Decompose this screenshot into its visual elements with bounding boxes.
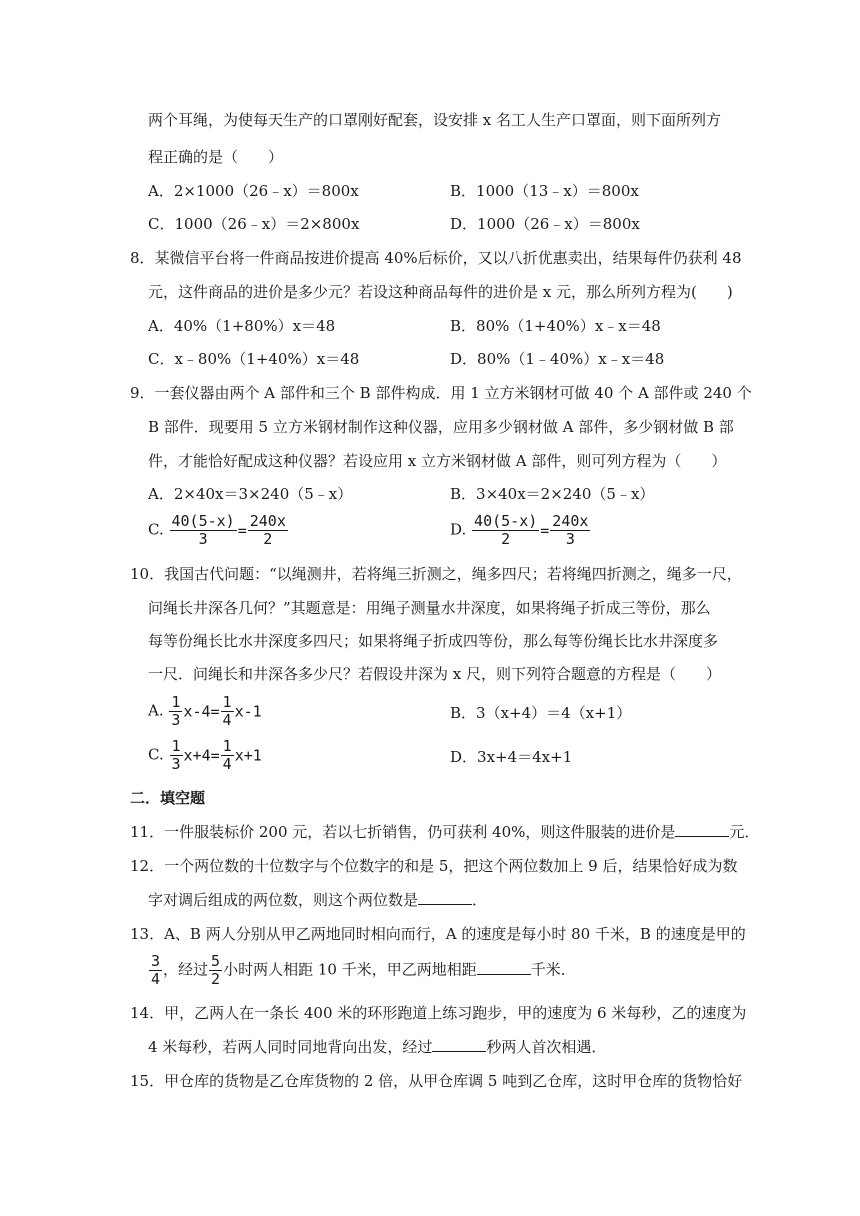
- q10-line4: 一尺．问绳长和井深各多少尺？若假设井深为 x 尺，则下列符合题意的方程是（ ）: [148, 665, 721, 683]
- numerator: 1: [171, 693, 181, 711]
- section-title-fill-in: 二．填空题: [130, 789, 206, 807]
- q7-option-c: C．1000（26﹣x）＝2×800x: [148, 215, 360, 233]
- option-label: C.: [148, 520, 164, 539]
- fraction: [550, 513, 590, 548]
- q10-option-d: D．3x+4＝4x+1: [450, 748, 573, 766]
- numerator: 3: [151, 952, 161, 970]
- q12-end: ．: [472, 891, 488, 909]
- numerator: 1: [222, 693, 232, 711]
- denominator: 3: [565, 530, 575, 548]
- option-label: A.: [148, 701, 164, 720]
- q10-option-c: [148, 738, 262, 773]
- q9-line3: 件，才能恰好配成这种仪器？若设应用 x 立方米钢材做 A 部件，则可列方程为（ ）: [148, 452, 727, 470]
- q9-option-b: B．3×40x＝2×240（5﹣x）: [450, 485, 655, 503]
- q8-line2: 元，这件商品的进价是多少元？若设这种商品每件的进价是 x 元，那么所列方程为( ): [148, 283, 733, 301]
- expression: x+1: [234, 746, 262, 765]
- fraction: [209, 953, 222, 988]
- expression: x-4=: [183, 702, 220, 721]
- denominator: 2: [211, 970, 221, 988]
- denominator: 3: [171, 755, 181, 773]
- denominator: 2: [501, 530, 511, 548]
- answer-blank: [675, 822, 729, 837]
- fraction: [170, 513, 237, 548]
- option-label: D.: [450, 520, 467, 539]
- q7-line1: 两个耳绳，为使每天生产的口罩刚好配套，设安排 x 名工人生产口罩面，则下面所列方: [148, 111, 721, 129]
- q8-option-c: C．x﹣80%（1+40%）x＝48: [148, 350, 360, 368]
- answer-blank: [432, 1037, 486, 1052]
- numerator: 40(5-x): [171, 512, 235, 530]
- fraction: [221, 694, 234, 729]
- fraction: [221, 738, 234, 773]
- fraction: [170, 738, 183, 773]
- expression: x-1: [234, 702, 262, 721]
- fraction: [149, 953, 162, 988]
- q11-unit: 元．: [729, 823, 760, 841]
- numerator: 240x: [249, 512, 286, 530]
- q7-option-b: B．1000（13﹣x）＝800x: [450, 182, 639, 200]
- q10-option-a: [148, 694, 262, 729]
- q8-option-d: D．80%（1﹣40%）x﹣x＝48: [450, 350, 665, 368]
- q14-unit: 秒两人首次相遇．: [486, 1038, 607, 1056]
- expression: x+4=: [183, 746, 220, 765]
- q8-line1: 8．某微信平台将一件商品按进价提高 40%后标价，又以八折优惠卖出，结果每件仍获利 48: [130, 249, 742, 267]
- equals-sign: =: [237, 521, 247, 540]
- fraction: [248, 513, 288, 548]
- denominator: 3: [198, 530, 208, 548]
- q10-line2: 问绳长井深各几何？”其题意是：用绳子测量水井深度，如果将绳子折成三等份，那么: [148, 599, 711, 617]
- numerator: 5: [211, 952, 221, 970]
- numerator: 1: [222, 737, 232, 755]
- numerator: 240x: [552, 512, 589, 530]
- equals-sign: =: [540, 521, 550, 540]
- q15-line1: 15．甲仓库的货物是乙仓库货物的 2 倍，从甲仓库调 5 吨到乙仓库，这时甲仓库的货物恰好: [130, 1072, 743, 1090]
- q14-line1: 14．甲，乙两人在一条长 400 米的环形跑道上练习跑步，甲的速度为 6 米每秒，乙的速度为: [130, 1004, 747, 1022]
- q8-option-b: B．80%（1+40%）x﹣x＝48: [450, 317, 661, 335]
- q12-line2: [148, 890, 487, 910]
- q13-text: ，经过: [163, 960, 209, 979]
- q7-line2: 程正确的是（ ）: [148, 148, 284, 166]
- numerator: 1: [171, 737, 181, 755]
- q12-line1: 12．一个两位数的十位数字与个位数字的和是 5，把这个两位数加上 9 后，结果恰好成为数: [130, 857, 738, 875]
- q9-option-d: [450, 513, 591, 548]
- denominator: 2: [263, 530, 273, 548]
- fraction: [169, 694, 182, 729]
- denominator: 4: [222, 711, 232, 729]
- q8-option-a: A．40%（1+80%）x＝48: [148, 317, 336, 335]
- q13-unit: 千米．: [530, 960, 576, 979]
- q13-line2: [148, 953, 576, 988]
- denominator: 3: [171, 711, 181, 729]
- q13-text: 小时两人相距 10 千米，甲乙两地相距: [223, 960, 477, 979]
- option-label: C.: [148, 745, 164, 764]
- denominator: 4: [222, 755, 232, 773]
- answer-blank: [477, 960, 531, 975]
- fraction: [472, 513, 539, 548]
- q12-text: 字对调后组成的两位数，则这个两位数是: [148, 891, 419, 909]
- q11-text: 11．一件服装标价 200 元，若以七折销售，仍可获利 40%，则这件服装的进价是: [130, 823, 676, 841]
- answer-blank: [418, 890, 472, 905]
- q10-line3: 每等份绳长比水井深度多四尺；如果将绳子折成四等份，那么每等份绳长比水井深度多: [148, 632, 719, 650]
- q11-line: [130, 822, 759, 842]
- numerator: 40(5-x): [474, 512, 538, 530]
- q7-option-a: A．2×1000（26﹣x）＝800x: [148, 182, 359, 200]
- q7-option-d: D．1000（26﹣x）＝800x: [450, 215, 640, 233]
- q10-line1: 10．我国古代问题：“以绳测井，若将绳三折测之，绳多四尺；若将绳四折测之，绳多一尺，: [130, 565, 742, 583]
- q14-text: 4 米每秒，若两人同时同地背向出发，经过: [148, 1038, 433, 1056]
- q9-option-a: A．2×40x＝3×240（5﹣x）: [148, 485, 353, 503]
- q10-option-b: B．3（x+4）＝4（x+1）: [450, 704, 632, 722]
- q14-line2: [148, 1037, 606, 1057]
- q9-line1: 9．一套仪器由两个 A 部件和三个 B 部件构成．用 1 立方米钢材可做 40 个 A 部件或 240 个: [130, 384, 752, 402]
- q9-line2: B 部件．现要用 5 立方米钢材制作这种仪器，应用多少钢材做 A 部件，多少钢材做 B 部: [148, 418, 734, 436]
- denominator: 4: [151, 970, 161, 988]
- q9-option-c: [148, 513, 289, 548]
- q13-line1: 13．A、B 两人分别从甲乙两地同时相向而行，A 的速度是每小时 80 千米，B 的速度是甲的: [130, 925, 746, 943]
